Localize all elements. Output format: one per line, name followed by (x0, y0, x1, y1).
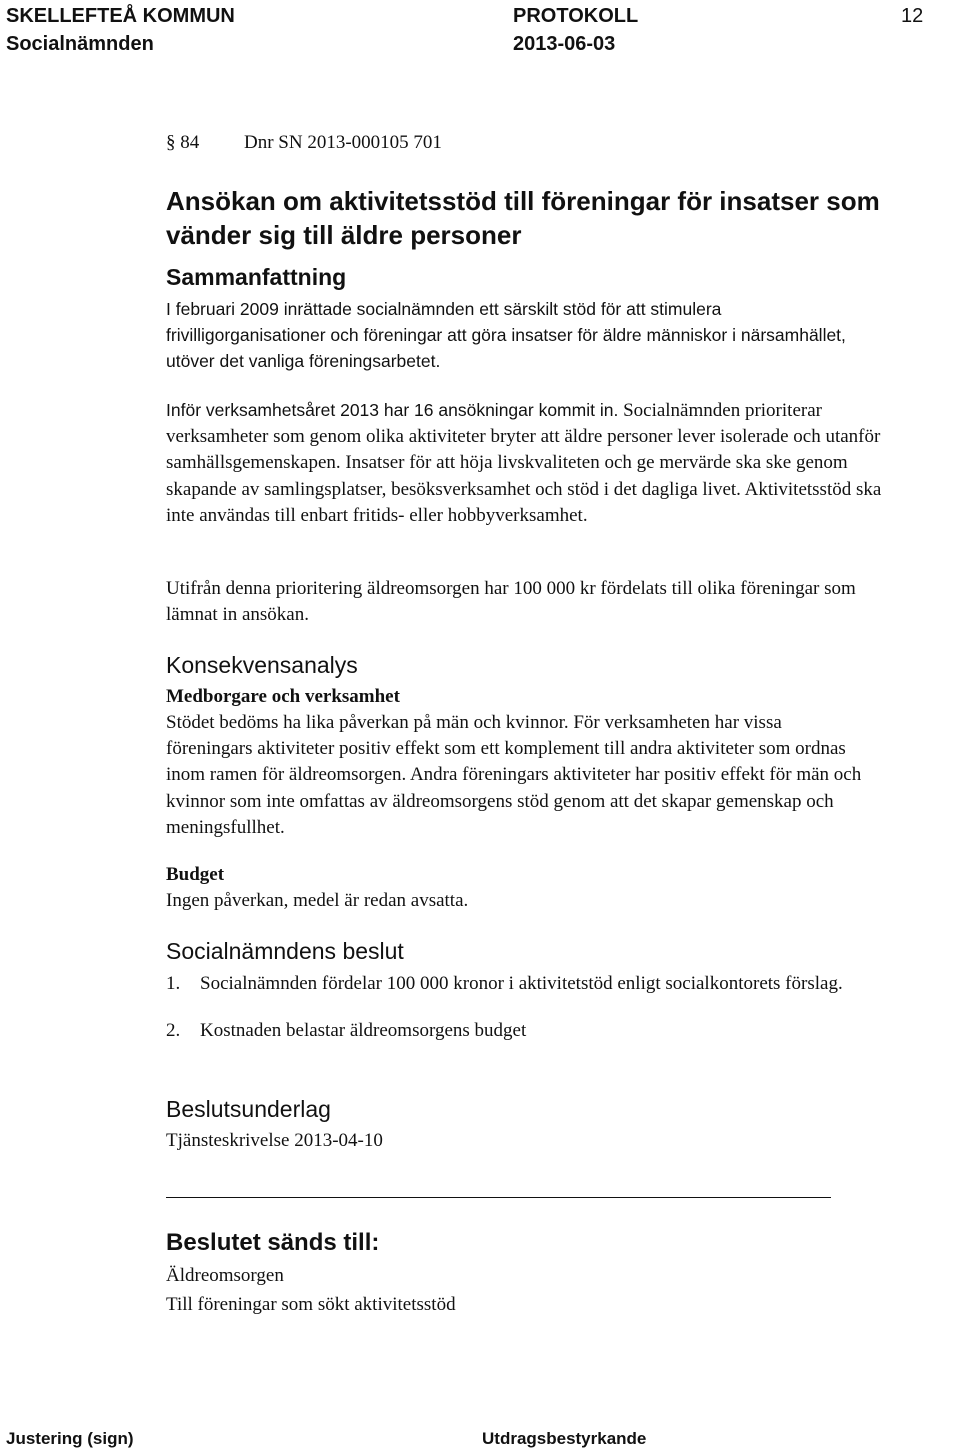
decision-text: Kostnaden belastar äldreomsorgens budget (200, 1020, 527, 1042)
decision-list (166, 971, 906, 1044)
subheading-medborgare: Medborgare och verksamhet (166, 686, 400, 707)
decision-item (166, 971, 906, 997)
doc-type: PROTOKOLL (513, 5, 639, 27)
heading-konsekvensanalys: Konsekvensanalys (166, 652, 358, 678)
section-title: Ansökan om aktivitetsstöd till föreningar för insatser som vänder sig till äldre personer (166, 186, 880, 250)
section-line (166, 132, 442, 154)
sammanfattning-p2 (166, 397, 896, 529)
heading-beslut: Socialnämndens beslut (166, 938, 404, 964)
recipient: Till föreningar som sökt aktivitetsstöd (166, 1294, 456, 1315)
subheading-budget: Budget (166, 864, 225, 885)
decision-number: 1. (166, 973, 181, 994)
sammanfattning-p2-cont: Socialnämnden prioriterar verksamheter som genom olika aktiviteter bryter att äldre personer lever isolerade och utanför samhällsgemenskapen. Insatser för att höja livskvaliteten och ge mervärde ska ske genom skapande av samlingsplatser, besöksverksamhet och stöd i det dagliga livet. Aktivitetsstöd ska inte användas till enbart fritids- eller hobbyverksamhet. (166, 400, 882, 526)
decision-number: 2. (166, 1020, 181, 1042)
sammanfattning-p1: I februari 2009 inrättade socialnämnden ett särskilt stöd för att stimulera frivilligorganisationer och föreningar att göra insatser för äldre människor i närsamhället, utöver det vanliga föreningsarbetet. (166, 299, 846, 371)
paragraph-number: § 84 (166, 132, 200, 153)
dnr: Dnr SN 2013-000105 701 (244, 132, 442, 153)
decision-text: Socialnämnden fördelar 100 000 kronor i aktivitetstöd enligt socialkontorets förslag. (200, 973, 843, 994)
page-number: 12 (901, 5, 924, 27)
divider-line (166, 1197, 831, 1198)
beslutsunderlag-text: Tjänsteskrivelse 2013-04-10 (166, 1130, 383, 1151)
committee-name: Socialnämnden (6, 33, 154, 55)
budget-text: Ingen påverkan, medel är redan avsatta. (166, 890, 469, 911)
heading-sammanfattning: Sammanfattning (166, 264, 347, 290)
medborgare-text: Stödet bedöms ha lika påverkan på män och kvinnor. För verksamheten har vissa föreningars aktiviteter positiv effekt som ett komplement till andra aktiviteter som ordnas inom ramen för äldreomsorgen. Andra föreningars aktiviteter har positiv effekt för män och kvinnor som inte omfattas av äldreomsorgens stöd genom att det skapar gemenskap och meningsfullhet. (166, 712, 862, 838)
footer-utdragsbestyrkande: Utdragsbestyrkande (482, 1429, 647, 1448)
heading-beslutsunderlag: Beslutsunderlag (166, 1096, 331, 1122)
org-name: SKELLEFTEÅ KOMMUN (6, 5, 235, 27)
footer-justering: Justering (sign) (6, 1429, 134, 1448)
sammanfattning-p2-lead: Inför verksamhetsåret 2013 har 16 ansökningar kommit in. (166, 400, 619, 420)
recipient: Äldreomsorgen (166, 1265, 284, 1286)
sammanfattning-p3: Utifrån denna prioritering äldreomsorgen har 100 000 kr fördelats till olika föreningar som lämnat in ansökan. (166, 578, 856, 626)
decision-item (166, 1018, 906, 1044)
heading-sands-till: Beslutet sänds till: (166, 1229, 380, 1256)
meeting-date: 2013-06-03 (513, 33, 616, 55)
